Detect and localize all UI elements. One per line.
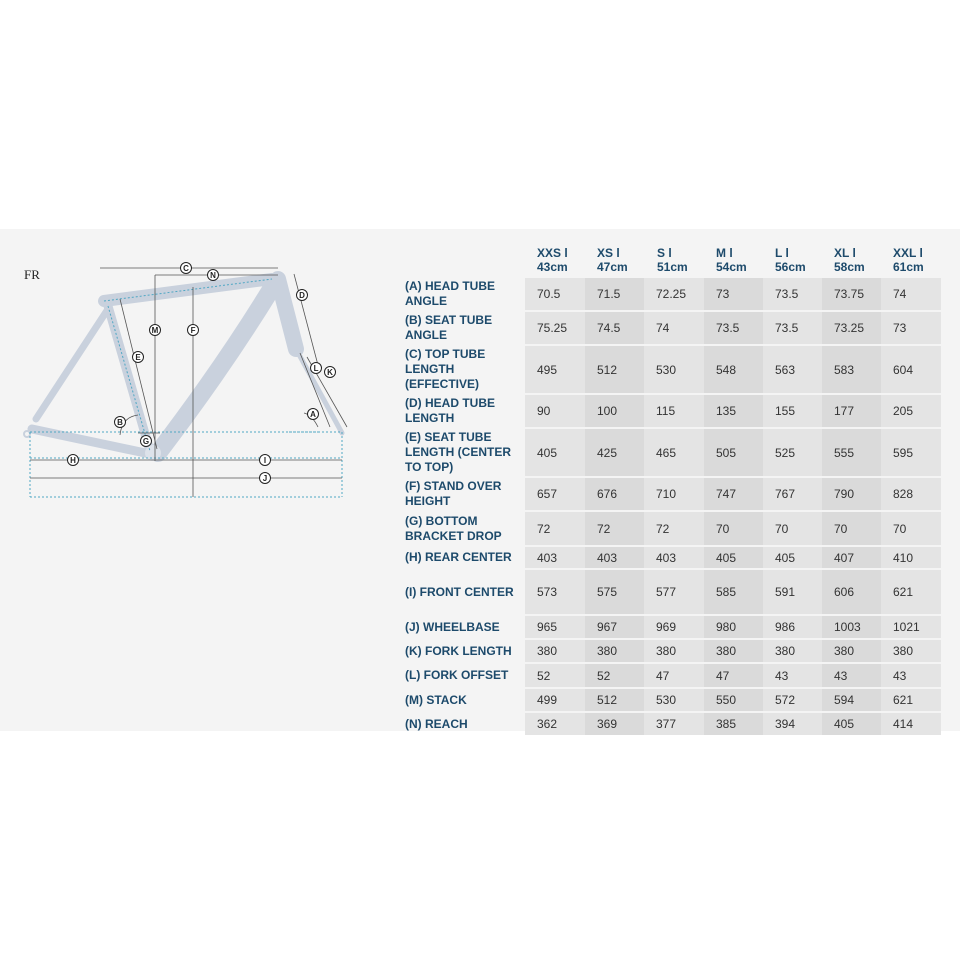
table-cell: 604 — [881, 346, 941, 393]
row-cells — [525, 429, 941, 476]
row-cells — [525, 346, 941, 393]
marker-e-text: E — [135, 353, 141, 362]
table-cell: 369 — [585, 713, 644, 735]
row-cells — [525, 547, 941, 568]
table-cell: 657 — [525, 478, 585, 510]
table-row — [0, 429, 960, 476]
table-cell: 74 — [644, 312, 704, 344]
table-cell: 512 — [585, 689, 644, 711]
geometry-panel — [0, 229, 960, 731]
table-row — [0, 278, 960, 310]
table-row — [0, 616, 960, 638]
table-cell: 73.5 — [763, 278, 822, 310]
table-cell: 72 — [585, 512, 644, 545]
marker-a-text: A — [310, 410, 316, 419]
table-cell: 73 — [881, 312, 941, 344]
table-cell: 790 — [822, 478, 881, 510]
size-header-name: M l — [716, 246, 733, 260]
row-label: (I) FRONT CENTER — [405, 584, 514, 599]
row-label: (B) SEAT TUBE ANGLE — [405, 313, 493, 342]
row-label: (C) TOP TUBE LENGTH (EFFECTIVE) — [405, 347, 486, 391]
table-cell: 72 — [644, 512, 704, 545]
table-cell: 73.5 — [704, 312, 763, 344]
table-cell: 710 — [644, 478, 704, 510]
table-cell: 621 — [881, 570, 941, 614]
table-cell: 499 — [525, 689, 585, 711]
table-cell: 575 — [585, 570, 644, 614]
table-row — [0, 346, 960, 393]
row-cells — [525, 570, 941, 614]
table-cell: 577 — [644, 570, 704, 614]
table-row — [0, 512, 960, 545]
size-header-name: S l — [657, 246, 672, 260]
table-cell: 52 — [585, 664, 644, 687]
size-header-cm: 56cm — [775, 260, 806, 274]
table-cell: 969 — [644, 616, 704, 638]
marker-j-text: J — [262, 474, 268, 483]
table-cell: 70.5 — [525, 278, 585, 310]
frame-label: FR — [24, 267, 40, 282]
table-cell: 205 — [881, 395, 941, 427]
table-cell: 380 — [822, 640, 881, 662]
table-cell: 380 — [704, 640, 763, 662]
size-header-cm: 51cm — [657, 260, 688, 274]
row-label: (D) HEAD TUBE LENGTH — [405, 396, 495, 425]
table-cell: 606 — [822, 570, 881, 614]
table-cell: 385 — [704, 713, 763, 735]
table-row — [0, 640, 960, 662]
table-cell: 405 — [525, 429, 585, 476]
table-cell: 594 — [822, 689, 881, 711]
table-cell: 70 — [763, 512, 822, 545]
table-cell: 380 — [644, 640, 704, 662]
table-cell: 115 — [644, 395, 704, 427]
size-header — [597, 246, 655, 274]
size-header — [834, 246, 892, 274]
table-cell: 72.25 — [644, 278, 704, 310]
table-cell: 70 — [822, 512, 881, 545]
table-cell: 70 — [881, 512, 941, 545]
table-cell: 676 — [585, 478, 644, 510]
table-cell: 1003 — [822, 616, 881, 638]
table-cell: 591 — [763, 570, 822, 614]
table-cell: 595 — [881, 429, 941, 476]
row-label: (F) STAND OVER HEIGHT — [405, 479, 502, 508]
table-cell: 583 — [822, 346, 881, 393]
size-header — [775, 246, 833, 274]
table-cell: 980 — [704, 616, 763, 638]
table-cell: 525 — [763, 429, 822, 476]
size-header — [893, 246, 951, 274]
table-row — [0, 570, 960, 614]
row-label: (N) REACH — [405, 716, 468, 731]
size-header-name: XXS l — [537, 246, 568, 260]
table-cell: 530 — [644, 346, 704, 393]
row-label: (G) BOTTOM BRACKET DROP — [405, 513, 502, 543]
table-row — [0, 713, 960, 735]
table-cell: 512 — [585, 346, 644, 393]
marker-c — [181, 263, 192, 274]
size-header — [716, 246, 774, 274]
table-cell: 747 — [704, 478, 763, 510]
table-cell: 155 — [763, 395, 822, 427]
table-cell: 75.25 — [525, 312, 585, 344]
table-cell: 394 — [763, 713, 822, 735]
table-row — [0, 664, 960, 687]
table-cell: 1021 — [881, 616, 941, 638]
table-cell: 572 — [763, 689, 822, 711]
table-cell: 73.75 — [822, 278, 881, 310]
table-cell: 380 — [525, 640, 585, 662]
row-cells — [525, 512, 941, 545]
table-cell: 563 — [763, 346, 822, 393]
table-cell: 380 — [585, 640, 644, 662]
table-cell: 585 — [704, 570, 763, 614]
table-cell: 135 — [704, 395, 763, 427]
size-header-name: XS l — [597, 246, 620, 260]
table-cell: 405 — [704, 547, 763, 568]
size-header-cm: 47cm — [597, 260, 628, 274]
table-cell: 405 — [763, 547, 822, 568]
size-header — [657, 246, 715, 274]
size-header-name: L l — [775, 246, 789, 260]
row-cells — [525, 713, 941, 735]
marker-n-text: N — [210, 271, 216, 280]
row-cells — [525, 616, 941, 638]
table-cell: 986 — [763, 616, 822, 638]
table-cell: 403 — [585, 547, 644, 568]
table-cell: 43 — [763, 664, 822, 687]
table-cell: 548 — [704, 346, 763, 393]
table-cell: 74 — [881, 278, 941, 310]
table-cell: 573 — [525, 570, 585, 614]
row-label: (A) HEAD TUBE ANGLE — [405, 279, 495, 308]
table-row — [0, 689, 960, 711]
table-row — [0, 312, 960, 344]
row-label: (J) WHEELBASE — [405, 619, 500, 634]
table-cell: 43 — [822, 664, 881, 687]
row-label: (E) SEAT TUBE LENGTH (CENTER TO TOP) — [405, 430, 511, 474]
table-cell: 377 — [644, 713, 704, 735]
table-cell: 767 — [763, 478, 822, 510]
table-cell: 621 — [881, 689, 941, 711]
table-cell: 380 — [881, 640, 941, 662]
marker-k-text: K — [327, 368, 333, 377]
marker-m-text: M — [151, 326, 159, 335]
table-cell: 73.5 — [763, 312, 822, 344]
table-cell: 425 — [585, 429, 644, 476]
row-cells — [525, 689, 941, 711]
size-header-cm: 61cm — [893, 260, 924, 274]
size-header — [537, 246, 595, 274]
row-label: (L) FORK OFFSET — [405, 668, 509, 682]
table-row — [0, 395, 960, 427]
size-header-name: XL l — [834, 246, 856, 260]
marker-d-text: D — [299, 291, 305, 300]
marker-f-text: F — [190, 326, 196, 335]
size-header-name: XXL l — [893, 246, 923, 260]
table-cell: 73 — [704, 278, 763, 310]
row-label: (K) FORK LENGTH — [405, 643, 512, 658]
table-cell: 90 — [525, 395, 585, 427]
table-cell: 403 — [644, 547, 704, 568]
table-cell: 47 — [644, 664, 704, 687]
table-cell: 828 — [881, 478, 941, 510]
table-cell: 410 — [881, 547, 941, 568]
table-cell: 100 — [585, 395, 644, 427]
size-header-cm: 54cm — [716, 260, 747, 274]
marker-h-text: H — [70, 456, 76, 465]
row-label: (H) REAR CENTER — [405, 550, 512, 564]
table-cell: 967 — [585, 616, 644, 638]
table-cell: 405 — [822, 713, 881, 735]
marker-l-text: L — [313, 364, 319, 373]
row-cells — [525, 278, 941, 310]
table-cell: 380 — [763, 640, 822, 662]
table-cell: 362 — [525, 713, 585, 735]
table-cell: 465 — [644, 429, 704, 476]
table-cell: 43 — [881, 664, 941, 687]
marker-c-text: C — [183, 264, 189, 273]
table-cell: 505 — [704, 429, 763, 476]
table-cell: 965 — [525, 616, 585, 638]
table-cell: 73.25 — [822, 312, 881, 344]
marker-i-text: I — [263, 456, 267, 465]
table-cell: 47 — [704, 664, 763, 687]
table-cell: 550 — [704, 689, 763, 711]
row-label: (M) STACK — [405, 692, 467, 707]
table-row — [0, 478, 960, 510]
row-cells — [525, 640, 941, 662]
size-header-cm: 43cm — [537, 260, 568, 274]
row-cells — [525, 312, 941, 344]
table-cell: 555 — [822, 429, 881, 476]
row-cells — [525, 664, 941, 687]
table-cell: 530 — [644, 689, 704, 711]
table-row — [0, 547, 960, 568]
table-cell: 71.5 — [585, 278, 644, 310]
row-cells — [525, 478, 941, 510]
table-cell: 70 — [704, 512, 763, 545]
marker-g-text: G — [142, 437, 150, 446]
table-cell: 177 — [822, 395, 881, 427]
table-cell: 72 — [525, 512, 585, 545]
marker-b-text: B — [117, 418, 123, 427]
table-cell: 495 — [525, 346, 585, 393]
row-cells — [525, 395, 941, 427]
table-cell: 52 — [525, 664, 585, 687]
table-cell: 74.5 — [585, 312, 644, 344]
table-cell: 403 — [525, 547, 585, 568]
table-cell: 414 — [881, 713, 941, 735]
table-cell: 407 — [822, 547, 881, 568]
size-header-cm: 58cm — [834, 260, 865, 274]
